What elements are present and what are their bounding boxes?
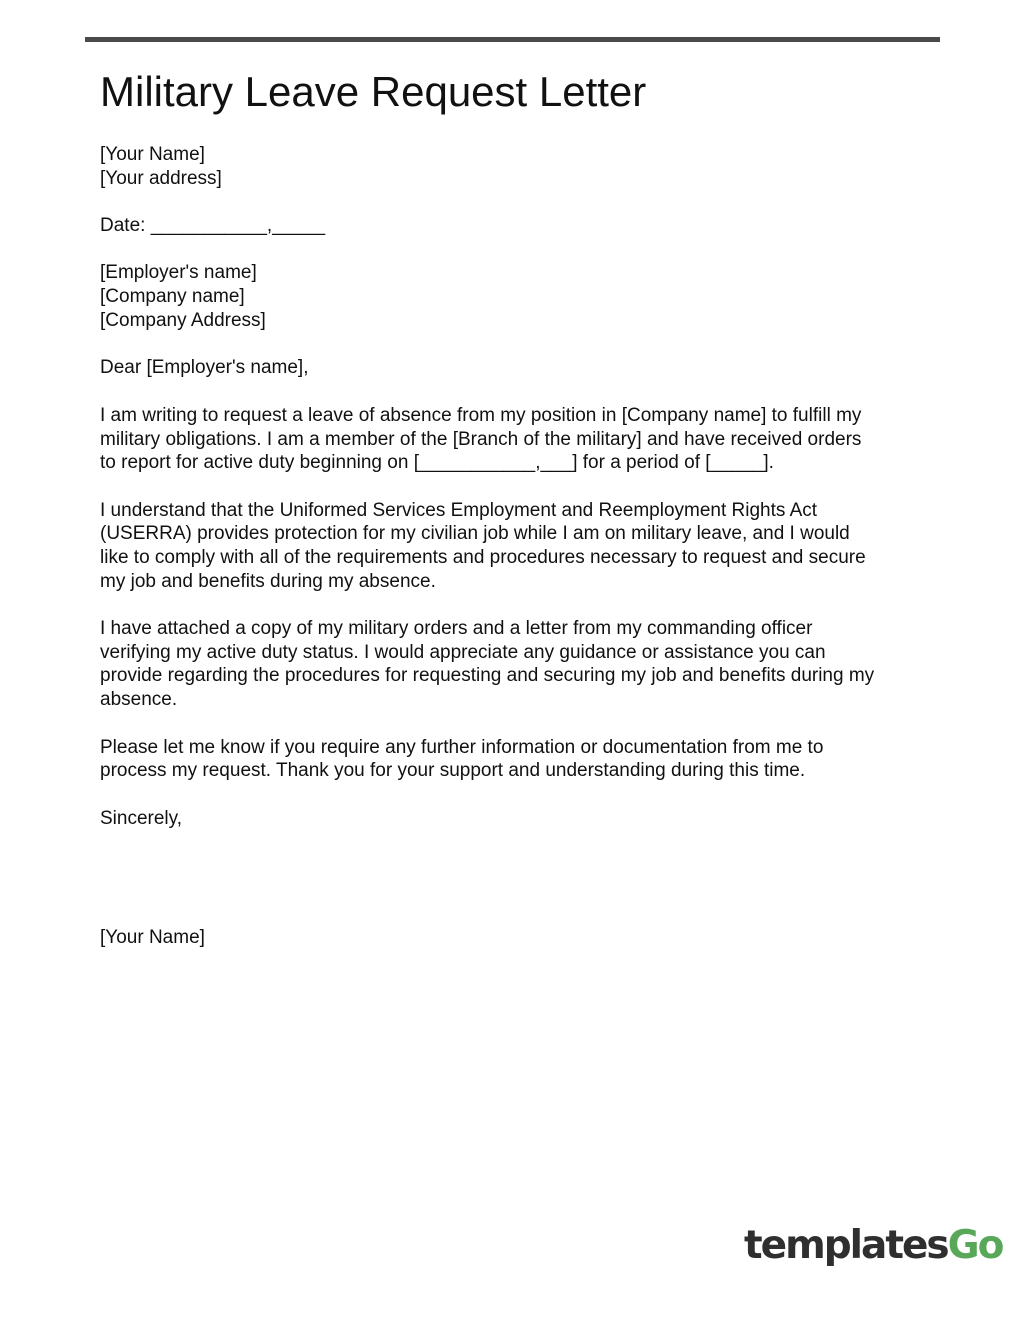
- paragraph-line: (USERRA) provides protection for my civilian job while I am on military leave, and I would: [100, 523, 850, 544]
- paragraph-line: like to comply with all of the requirements and procedures necessary to request and secure: [100, 547, 866, 568]
- paragraph-line: to report for active duty beginning on [___________,___] for a period of [_____].: [100, 452, 774, 473]
- paragraph-line: I have attached a copy of my military orders and a letter from my commanding officer: [100, 618, 813, 639]
- paragraph-line: I am writing to request a leave of absence from my position in [Company name] to fulfill my: [100, 405, 862, 426]
- paragraph-line: absence.: [100, 689, 178, 710]
- sender-name: [Your Name]: [100, 144, 205, 165]
- paragraph-line: provide regarding the procedures for requesting and securing my job and benefits during my: [100, 665, 875, 686]
- sender-address: [Your address]: [100, 168, 222, 189]
- logo-text-go: Go: [947, 1223, 1003, 1268]
- date-line: Date: ___________,_____: [100, 215, 326, 236]
- paragraph-line: my job and benefits during my absence.: [100, 571, 436, 592]
- paragraph-line: military obligations. I am a member of the [Branch of the military] and have received orders: [100, 429, 862, 450]
- logo-text-templates: templates: [744, 1223, 948, 1268]
- paragraph-line: process my request. Thank you for your support and understanding during this time.: [100, 760, 806, 781]
- templatesgo-logo: [744, 1220, 1002, 1280]
- recipient-name: [Employer's name]: [100, 262, 257, 283]
- recipient-company: [Company name]: [100, 286, 245, 307]
- paragraph-line: verifying my active duty status. I would appreciate any guidance or assistance you can: [100, 642, 826, 663]
- top-divider: [85, 37, 940, 42]
- paragraph-line: Please let me know if you require any further information or documentation from me to: [100, 737, 824, 758]
- paragraph-line: I understand that the Uniformed Services Employment and Reemployment Rights Act: [100, 500, 818, 521]
- signature-name: [Your Name]: [100, 927, 205, 948]
- recipient-address: [Company Address]: [100, 310, 266, 331]
- closing: Sincerely,: [100, 808, 183, 829]
- salutation: Dear [Employer's name],: [100, 357, 309, 378]
- letter-title: Military Leave Request Letter: [100, 68, 647, 115]
